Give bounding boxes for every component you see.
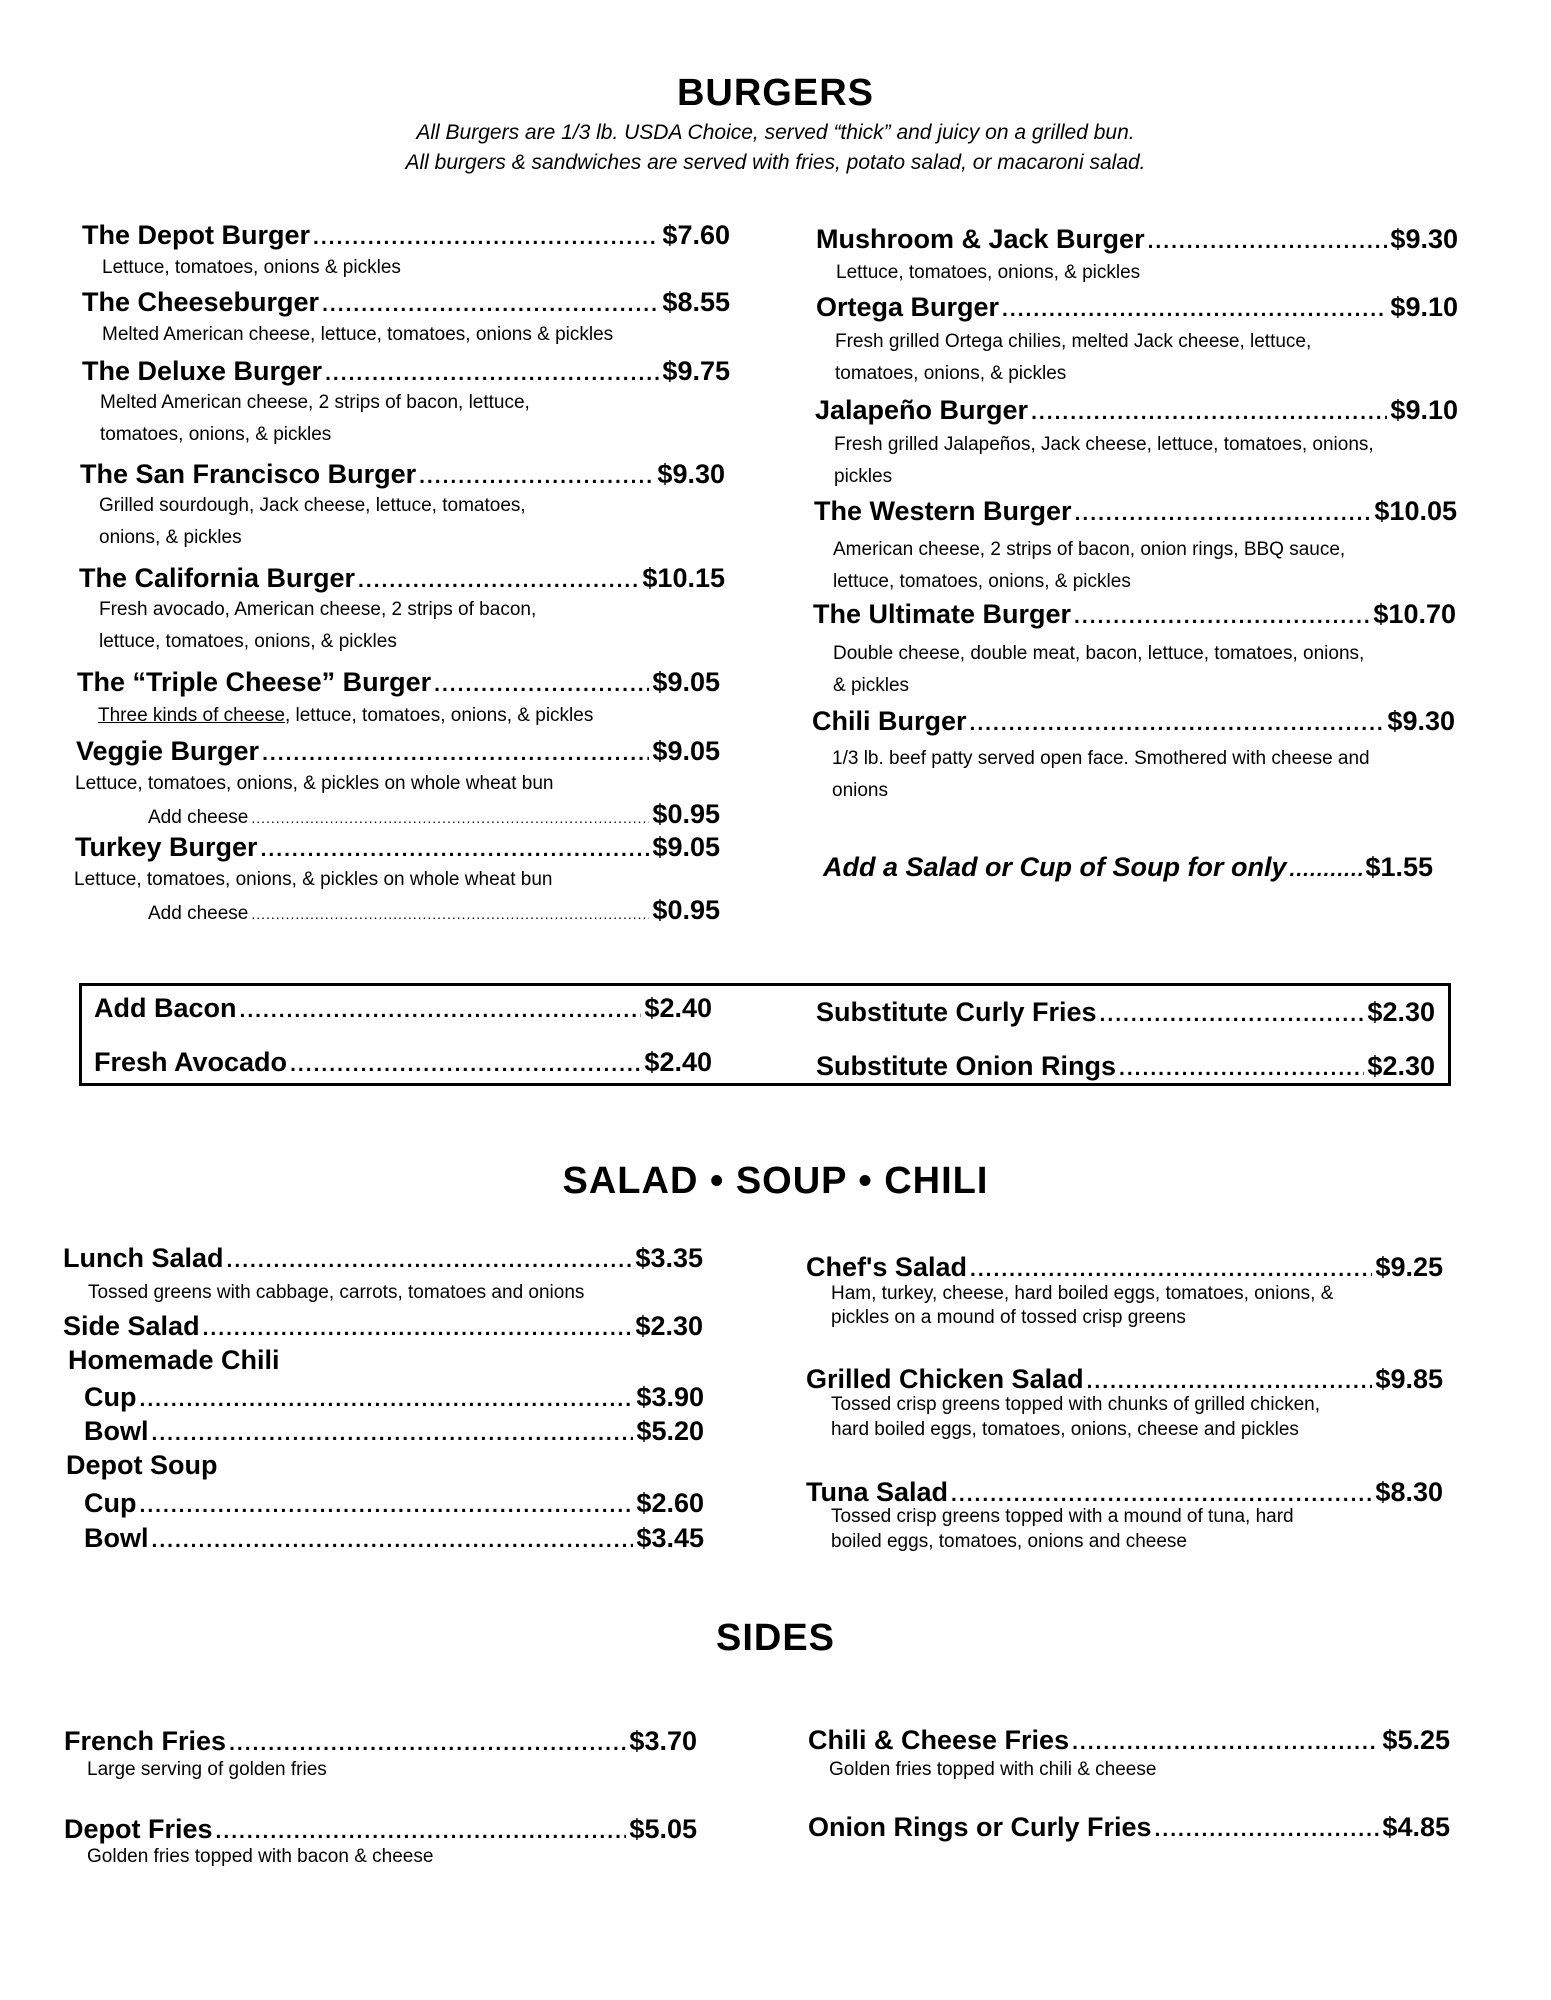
extra-name: Add Bacon (94, 993, 237, 1023)
item-description: Melted American cheese, 2 strips of bacon, lettuce, (100, 392, 530, 413)
item-name: Tuna Salad (806, 1477, 949, 1507)
item-price: $9.05 (652, 736, 720, 766)
item-price: $9.10 (1390, 395, 1458, 425)
item-price: $9.75 (662, 356, 730, 386)
extra-item (816, 1051, 1435, 1082)
item-name: Cup (84, 1382, 137, 1412)
item-description: 1/3 lb. beef patty served open face. Smothered with cheese and (832, 748, 1370, 769)
menu-item (806, 1252, 1443, 1283)
item-description: tomatoes, onions, & pickles (100, 424, 332, 445)
item-name: Mushroom & Jack Burger (816, 224, 1145, 254)
addon-item (148, 895, 720, 926)
addon-name: Add cheese (148, 903, 249, 924)
menu-item (84, 1416, 704, 1447)
item-name: Bowl (84, 1416, 149, 1446)
sides-title: SIDES (715, 1617, 836, 1659)
item-price: $10.05 (1374, 496, 1457, 526)
item-price: $3.70 (629, 1726, 697, 1756)
menu-item (76, 736, 720, 767)
extra-name: Substitute Onion Rings (816, 1051, 1116, 1081)
item-price: $9.30 (1387, 706, 1455, 736)
menu-item (77, 667, 720, 698)
item-price: $9.05 (652, 667, 720, 697)
menu-item (66, 1450, 217, 1481)
item-description: pickles on a mound of tossed crisp greens (831, 1307, 1186, 1328)
item-description: Tossed greens with cabbage, carrots, tomatoes and onions (88, 1282, 585, 1303)
item-price: $2.30 (635, 1311, 703, 1341)
item-description: pickles (834, 466, 893, 487)
addon-name: Add cheese (148, 807, 249, 828)
item-description: Tossed crisp greens topped with chunks of grilled chicken, (831, 1394, 1320, 1415)
menu-item (808, 1725, 1450, 1756)
item-description: Lettuce, tomatoes, onions & pickles (102, 257, 401, 278)
item-price: $9.25 (1375, 1252, 1443, 1282)
item-name: French Fries (64, 1726, 227, 1756)
extra-price: $2.30 (1367, 1051, 1435, 1081)
item-name: Cup (84, 1488, 137, 1518)
item-price: $9.30 (657, 459, 725, 489)
menu-item (64, 1814, 697, 1845)
menu-item (808, 1812, 1450, 1843)
item-description: Lettuce, tomatoes, onions, & pickles on whole wheat bun (74, 869, 553, 890)
item-description: Ham, turkey, cheese, hard boiled eggs, tomatoes, onions, & (831, 1283, 1334, 1304)
menu-item (816, 224, 1458, 255)
item-name: The Cheeseburger (82, 287, 320, 317)
item-description: boiled eggs, tomatoes, onions and cheese (831, 1531, 1187, 1552)
extra-name: Substitute Curly Fries (816, 997, 1097, 1027)
item-description: Three kinds of cheese, lettuce, tomatoes, onions, & pickles (98, 705, 594, 726)
item-name: Lunch Salad (63, 1243, 224, 1273)
item-description: Golden fries topped with chili & cheese (829, 1759, 1157, 1780)
item-price: $9.05 (652, 832, 720, 862)
item-name: Jalapeño Burger (815, 395, 1029, 425)
menu-item (63, 1243, 703, 1274)
item-name: Chili Burger (812, 706, 967, 736)
item-price: $5.05 (629, 1814, 697, 1844)
item-name: Veggie Burger (76, 736, 260, 766)
item-name: The San Francisco Burger (80, 459, 417, 489)
menu-item (84, 1488, 704, 1519)
extra-price: $2.40 (644, 1047, 712, 1077)
item-price: $3.45 (636, 1523, 704, 1553)
item-description: Fresh grilled Ortega chilies, melted Jack cheese, lettuce, (835, 331, 1312, 352)
item-description: Large serving of golden fries (87, 1759, 327, 1780)
item-price: $10.15 (642, 563, 725, 593)
item-description: tomatoes, onions, & pickles (835, 363, 1067, 384)
item-name: Depot Soup (66, 1450, 218, 1480)
item-description: Lettuce, tomatoes, onions, & pickles on whole wheat bun (75, 773, 554, 794)
item-description: American cheese, 2 strips of bacon, onion rings, BBQ sauce, (833, 539, 1346, 560)
burgers-subtitle-1: All Burgers are 1/3 lb. USDA Choice, served “thick” and juicy on a grilled bun. (416, 121, 1135, 144)
offer-price: $1.55 (1365, 852, 1433, 882)
item-name: The Depot Burger (82, 220, 311, 250)
item-name: Grilled Chicken Salad (806, 1364, 1084, 1394)
item-name: The “Triple Cheese” Burger (77, 667, 432, 697)
item-description: Grilled sourdough, Jack cheese, lettuce, tomatoes, (99, 495, 526, 516)
menu-item (64, 1726, 697, 1757)
item-name: Depot Fries (64, 1814, 213, 1844)
item-price: $5.25 (1382, 1725, 1450, 1755)
burgers-subtitle-2: All burgers & sandwiches are served with fries, potato salad, or macaroni salad. (405, 151, 1146, 174)
menu-item (82, 356, 730, 387)
item-description: & pickles (833, 675, 910, 696)
item-name: Onion Rings or Curly Fries (808, 1812, 1152, 1842)
offer-name: Add a Salad or Cup of Soup for only (823, 852, 1287, 882)
item-name: Bowl (84, 1523, 149, 1553)
extra-item (816, 997, 1435, 1028)
menu-item (80, 459, 725, 490)
item-price: $4.85 (1382, 1812, 1450, 1842)
item-description: Melted American cheese, lettuce, tomatoes, onions & pickles (102, 324, 614, 345)
menu-item (806, 1364, 1443, 1395)
item-description: onions (832, 780, 888, 801)
item-description: Fresh grilled Jalapeños, Jack cheese, lettuce, tomatoes, onions, (834, 434, 1374, 455)
extra-item (94, 1047, 712, 1078)
item-description: onions, & pickles (99, 527, 242, 548)
item-name: Turkey Burger (75, 832, 258, 862)
menu-item (63, 1311, 703, 1342)
item-price: $5.20 (636, 1416, 704, 1446)
item-price: $9.10 (1390, 292, 1458, 322)
item-price: $8.55 (662, 287, 730, 317)
extra-price: $2.30 (1367, 997, 1435, 1027)
salad-section-title: SALAD • SOUP • CHILI (562, 1160, 989, 1202)
item-price: $9.30 (1390, 224, 1458, 254)
item-name: The Western Burger (814, 496, 1072, 526)
menu-item (82, 220, 730, 251)
item-name: Chili & Cheese Fries (808, 1725, 1070, 1755)
item-name: The California Burger (79, 563, 356, 593)
item-description: Tossed crisp greens topped with a mound of tuna, hard (831, 1506, 1294, 1527)
item-description: Lettuce, tomatoes, onions, & pickles (836, 262, 1141, 283)
menu-item (82, 287, 730, 318)
item-name: Ortega Burger (816, 292, 1000, 322)
extra-price: $2.40 (644, 993, 712, 1023)
addon-item (148, 799, 720, 830)
item-price: $3.35 (635, 1243, 703, 1273)
item-name: Homemade Chili (68, 1345, 280, 1375)
item-price: $3.90 (636, 1382, 704, 1412)
menu-item (813, 599, 1456, 630)
menu-item (814, 496, 1457, 527)
item-description: Fresh avocado, American cheese, 2 strips of bacon, (99, 599, 537, 620)
item-price: $2.60 (636, 1488, 704, 1518)
item-description: lettuce, tomatoes, onions, & pickles (833, 571, 1131, 592)
item-name: Chef's Salad (806, 1252, 967, 1282)
item-description: hard boiled eggs, tomatoes, onions, cheese and pickles (831, 1419, 1299, 1440)
menu-item (84, 1382, 704, 1413)
menu-item (84, 1523, 704, 1554)
menu-item (806, 1477, 1443, 1508)
extra-name: Fresh Avocado (94, 1047, 288, 1077)
menu-item (816, 292, 1458, 323)
item-name: The Deluxe Burger (82, 356, 323, 386)
item-price: $10.70 (1373, 599, 1456, 629)
burgers-title: BURGERS (676, 72, 875, 114)
item-price: $9.85 (1375, 1364, 1443, 1394)
menu-item (79, 563, 725, 594)
item-description: Double cheese, double meat, bacon, lettuce, tomatoes, onions, (833, 643, 1365, 664)
item-price: $8.30 (1375, 1477, 1443, 1507)
addon-price: $0.95 (652, 895, 720, 925)
menu-item (75, 832, 720, 863)
menu-item (815, 395, 1458, 426)
item-price: $7.60 (662, 220, 730, 250)
item-description: Golden fries topped with bacon & cheese (87, 1846, 434, 1867)
extra-item (94, 993, 712, 1024)
menu-item (68, 1345, 280, 1376)
item-name: Side Salad (63, 1311, 200, 1341)
item-name: The Ultimate Burger (813, 599, 1072, 629)
addon-price: $0.95 (652, 799, 720, 829)
menu-item (812, 706, 1455, 737)
item-description: lettuce, tomatoes, onions, & pickles (99, 631, 397, 652)
add-salad-offer (823, 852, 1433, 883)
